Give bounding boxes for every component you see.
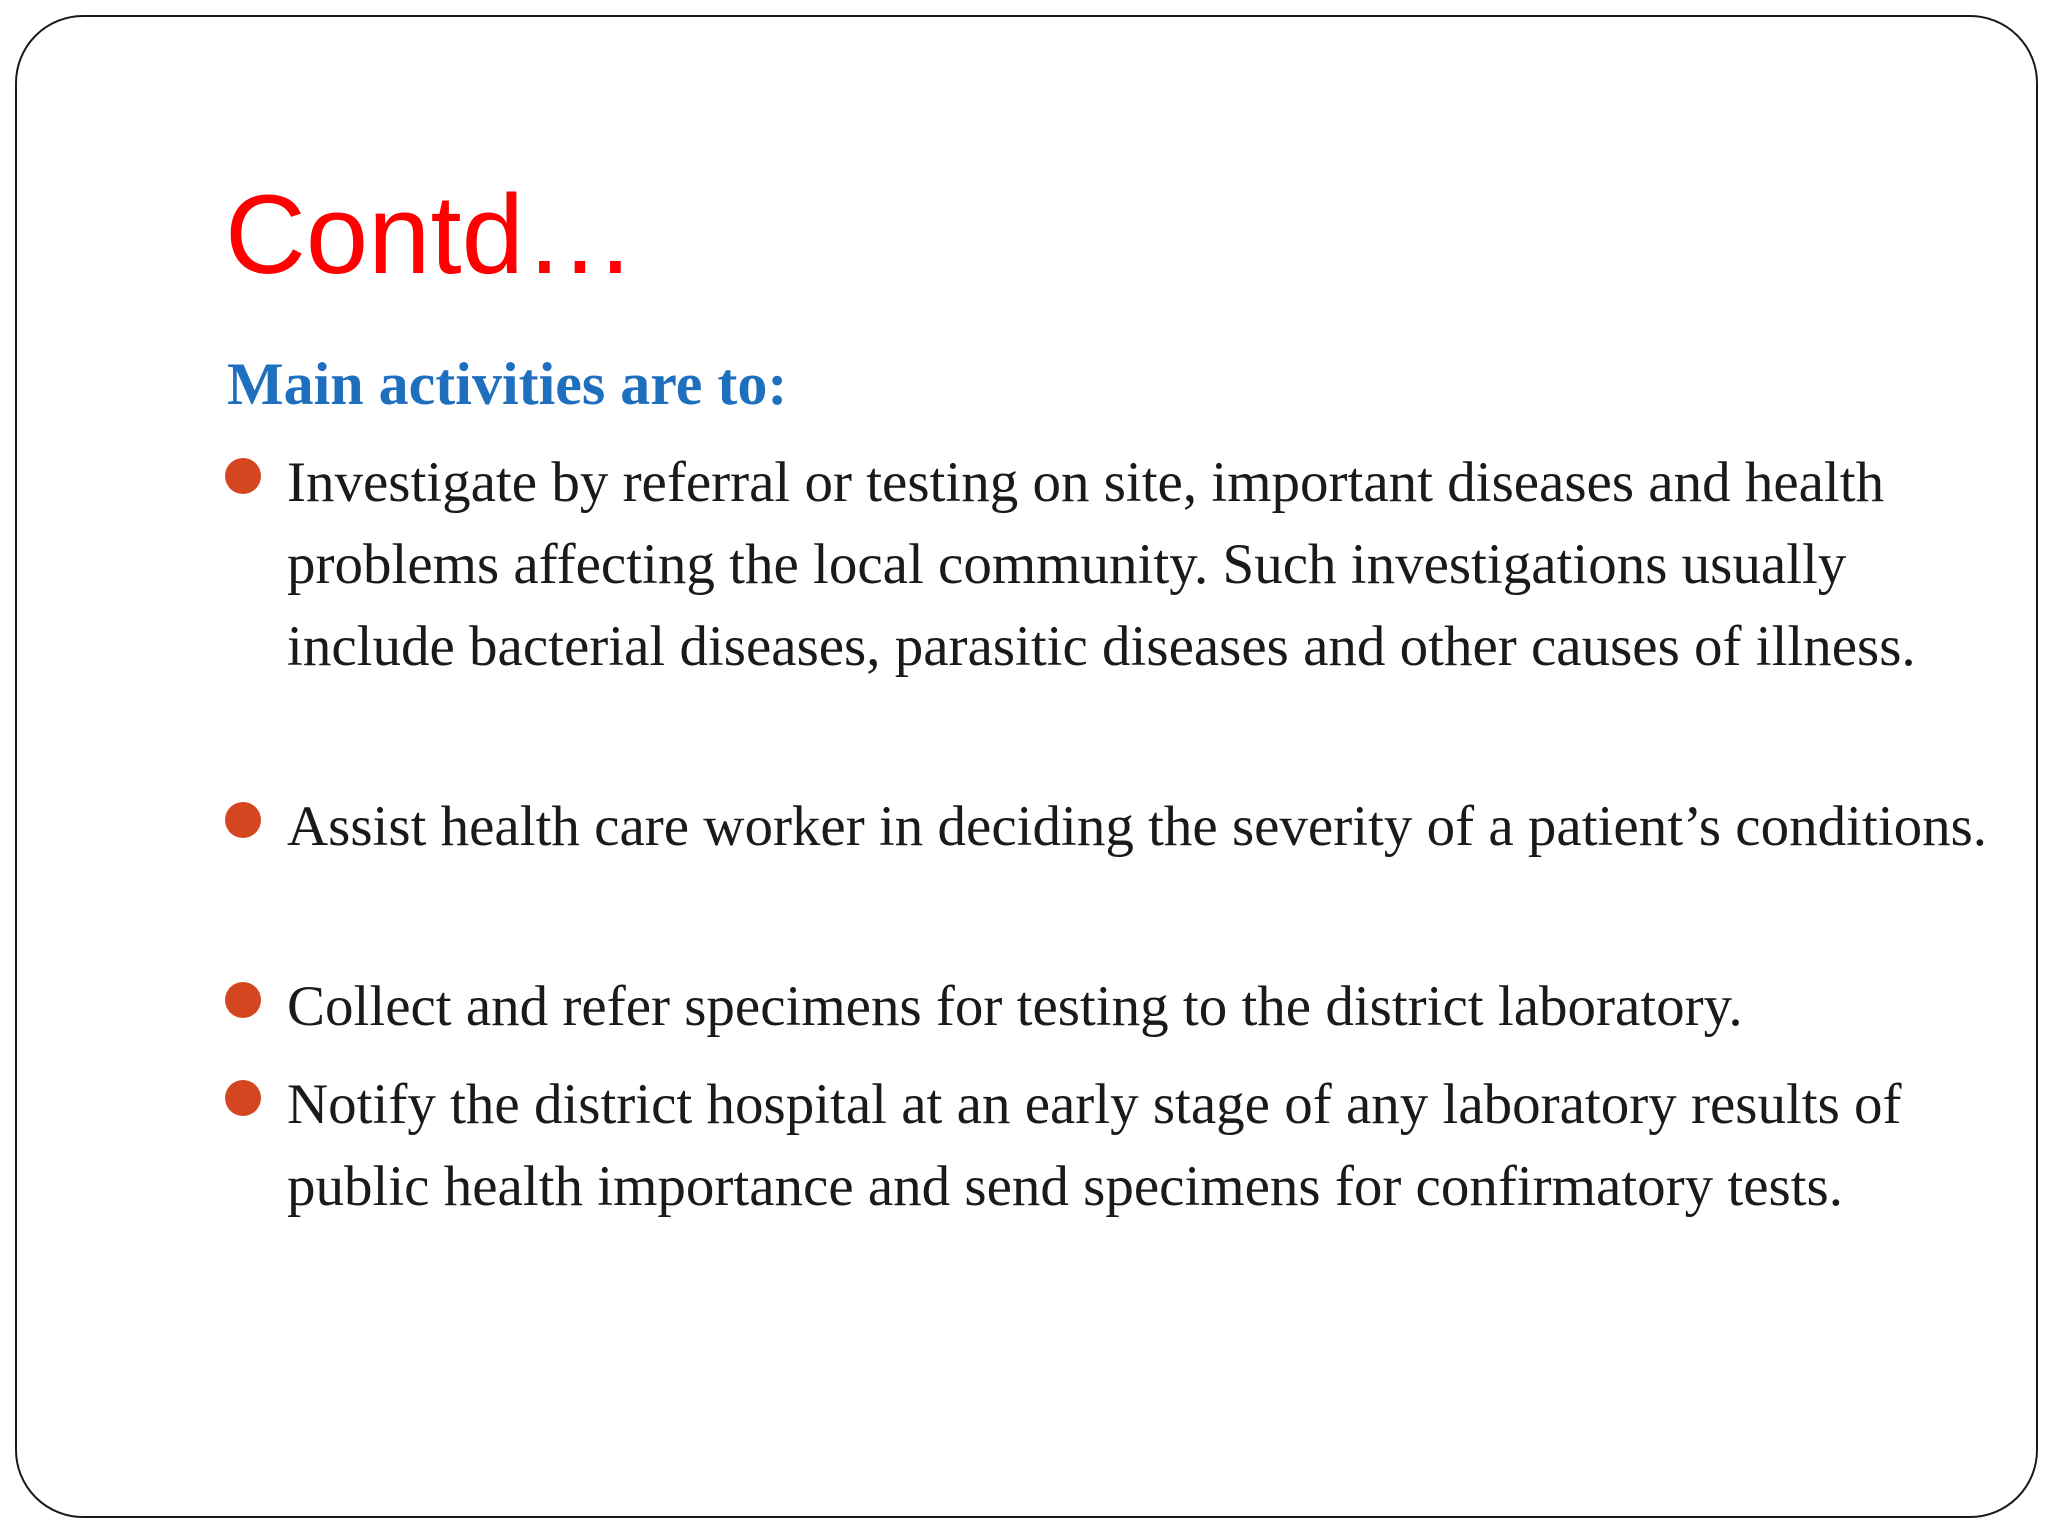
bullet-item: [287, 1064, 2007, 1228]
bullet-item: [287, 786, 2007, 868]
bullet-text: Notify the district hospital at an early stage of any laboratory results of public health importance and send specimens for confirmatory tests.: [287, 1073, 1902, 1218]
bullet-dot-icon: [225, 1080, 261, 1116]
bullet-item: [287, 966, 2007, 1048]
slide-title: Contd…: [225, 172, 636, 297]
bullet-text: Collect and refer specimens for testing to the district laboratory.: [287, 975, 1743, 1038]
bullet-dot-icon: [225, 982, 261, 1018]
bullet-text: Investigate by referral or testing on site, important diseases and health problems affecting the local community. Such investigations usually include bacterial diseases, parasitic diseases and other causes of illness.: [287, 451, 1916, 678]
bullet-item: [287, 442, 2007, 688]
bullet-dot-icon: [225, 802, 261, 838]
bullet-dot-icon: [225, 458, 261, 494]
bullet-text: Assist health care worker in deciding the severity of a patient’s conditions.: [287, 795, 1988, 858]
subheading: Main activities are to:: [227, 351, 788, 417]
